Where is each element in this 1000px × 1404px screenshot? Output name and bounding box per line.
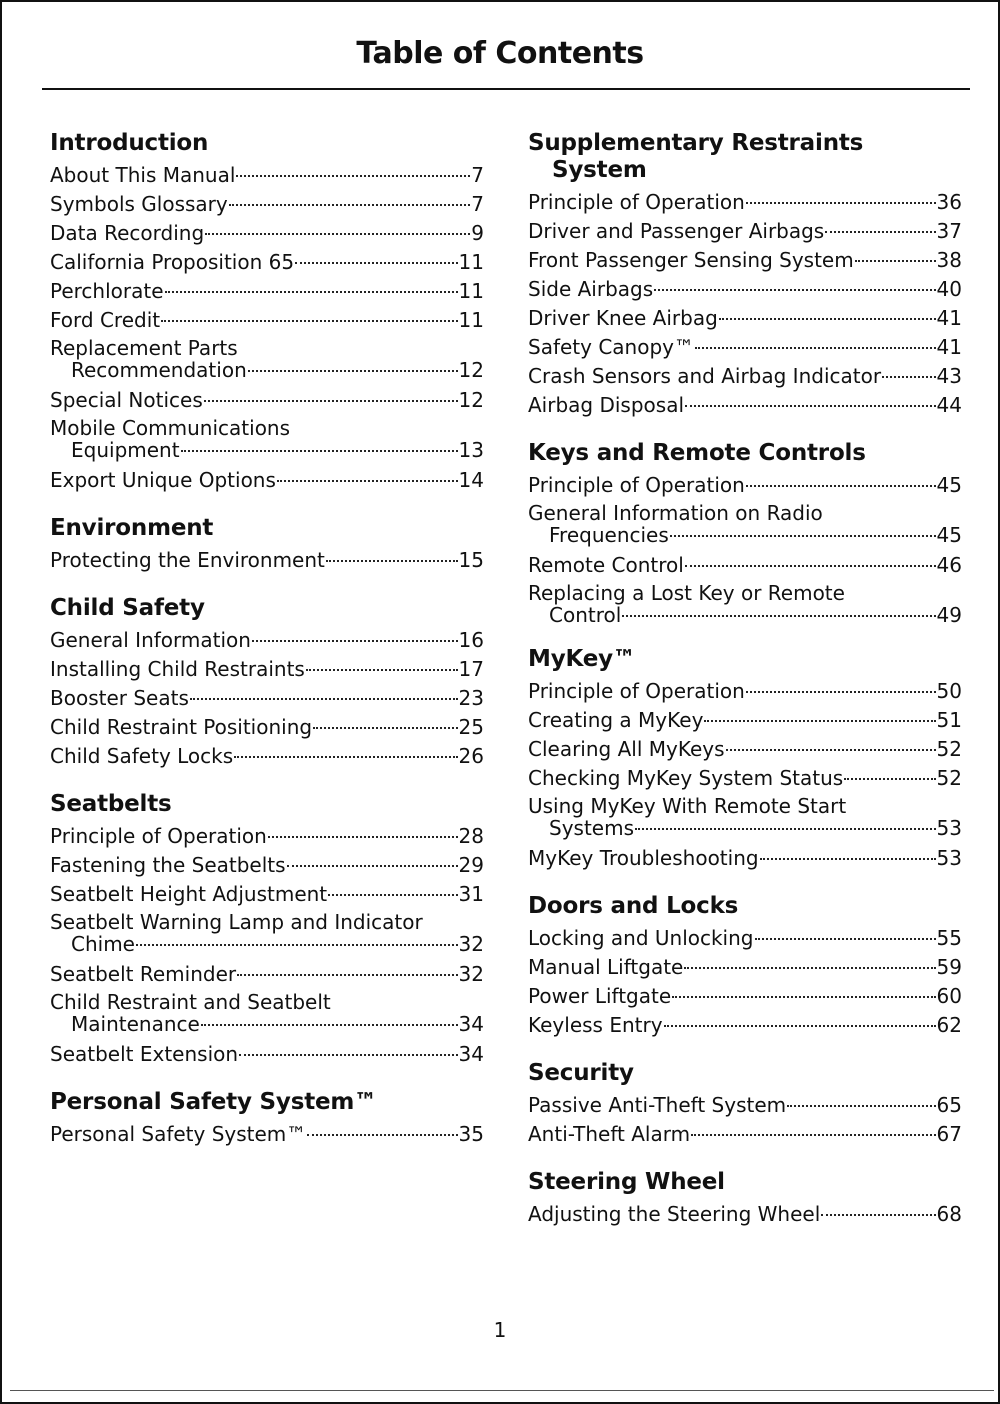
dot-leader [726,749,936,751]
toc-entry[interactable] [528,982,962,1011]
section-heading [528,1060,962,1087]
entry-row [50,439,484,461]
dot-leader [704,720,935,722]
dot-leader [287,865,458,867]
toc-entry[interactable] [50,386,484,415]
entry-title: Manual Liftgate [528,955,684,979]
toc-entry[interactable] [50,417,484,461]
entry-title: About This Manual [50,163,236,187]
toc-section [50,130,484,495]
dot-leader [685,565,936,567]
entry-page-number: 67 [936,1122,962,1146]
section-heading [50,595,484,622]
section-heading-text: Doors and Locks [528,893,739,919]
toc-entry[interactable] [50,277,484,306]
dot-leader [165,291,458,293]
entry-title: Checking MyKey System Status [528,766,844,790]
dot-leader [622,615,935,617]
section-heading [528,646,962,673]
section-heading-text: Introduction [50,130,209,156]
dot-leader [236,175,470,177]
toc-entry[interactable] [528,246,962,275]
toc-entry[interactable] [50,911,484,955]
entry-title: Child Safety Locks [50,744,234,768]
entry-row [528,706,962,735]
entry-page-number: 15 [458,548,484,572]
entry-page-number: 38 [936,248,962,272]
dot-leader [664,1025,936,1027]
toc-entry[interactable] [50,713,484,742]
dot-leader [844,778,935,780]
entry-page-number: 11 [458,279,484,303]
dot-leader [746,691,936,693]
toc-entry[interactable] [50,880,484,909]
entry-page-number: 41 [936,335,962,359]
entry-title-line: Replacement Parts [50,336,238,360]
section-heading [50,791,484,818]
toc-entry[interactable] [528,188,962,217]
entry-title: Personal Safety System™ [50,1122,307,1146]
entry-title: Front Passenger Sensing System [528,248,854,272]
entry-title: Driver Knee Airbag [528,306,718,330]
entry-title: Installing Child Restraints [50,657,305,681]
toc-entry[interactable] [50,248,484,277]
dot-leader [755,938,936,940]
entry-page-number: 53 [936,816,962,840]
entry-row [528,982,962,1011]
entry-row [528,735,962,764]
entry-page-number: 53 [936,846,962,870]
dot-leader [201,1024,458,1026]
entry-row [528,1011,962,1040]
dot-leader [746,485,936,487]
dot-leader [268,836,458,838]
toc-entry[interactable] [50,822,484,851]
entry-row [528,764,962,793]
entry-page-number: 32 [458,932,484,956]
entry-title: Driver and Passenger Airbags [528,219,825,243]
section-heading-text: MyKey™ [528,646,636,672]
entry-row [50,960,484,989]
entry-page-number: 55 [936,926,962,950]
entry-title: Locking and Unlocking [528,926,754,950]
entry-row [528,188,962,217]
toc-entry[interactable] [528,1120,962,1149]
section-heading-text: Security [528,1060,634,1086]
entry-page-number: 23 [458,686,484,710]
toc-entry[interactable] [50,626,484,655]
entry-row [528,304,962,333]
entry-row [50,386,484,415]
entry-title-line: General Information on Radio [528,501,823,525]
entry-title-line: Using MyKey With Remote Start [528,794,847,818]
toc-section [528,440,962,626]
entry-title: Airbag Disposal [528,393,685,417]
entry-page-number: 7 [471,192,484,216]
dot-leader [237,974,457,976]
entry-page-number: 68 [936,1202,962,1226]
section-heading-text: Seatbelts [50,791,172,817]
section-heading [528,440,962,467]
dot-leader [670,535,936,537]
dot-leader [252,640,458,642]
dot-leader [882,376,935,378]
entry-row [50,655,484,684]
dot-leader [306,669,458,671]
toc-entry[interactable] [50,742,484,771]
entry-row [50,546,484,575]
entry-page-number: 36 [936,190,962,214]
entry-title: Recommendation [71,358,247,382]
entry-title: Control [549,603,622,627]
entry-title: General Information [50,628,251,652]
entry-title: Crash Sensors and Airbag Indicator [528,364,882,388]
entry-row [50,822,484,851]
entry-row [528,391,962,420]
section-heading [50,130,484,157]
entry-row [50,161,484,190]
dot-leader [635,828,936,830]
toc-entry[interactable] [528,502,962,546]
toc-entry[interactable] [528,795,962,839]
entry-page-number: 26 [458,744,484,768]
dot-leader [136,944,458,946]
entry-title: California Proposition 65 [50,250,295,274]
entry-title: Anti-Theft Alarm [528,1122,691,1146]
entry-row [528,524,962,546]
toc-entry[interactable] [528,735,962,764]
dot-leader [855,260,936,262]
entry-page-number: 49 [936,603,962,627]
section-heading-text: Steering Wheel [528,1169,725,1195]
entry-title: Special Notices [50,388,203,412]
toc-section [50,515,484,575]
entry-title: Perchlorate [50,279,164,303]
toc-entry[interactable] [528,924,962,953]
entry-page-number: 41 [936,306,962,330]
entry-row [528,1200,962,1229]
entry-page-number: 46 [936,553,962,577]
entry-row [528,217,962,246]
toc-entry[interactable] [50,546,484,575]
entry-title: Systems [549,816,634,840]
entry-page-number: 40 [936,277,962,301]
toc-entry[interactable] [50,960,484,989]
entry-page-number: 45 [936,523,962,547]
toc-entry[interactable] [528,471,962,500]
entry-page-number: 11 [458,250,484,274]
entry-title: Seatbelt Extension [50,1042,239,1066]
entry-page-number: 37 [936,219,962,243]
toc-entry[interactable] [528,1011,962,1040]
dot-leader [205,233,470,235]
entry-page-number: 52 [936,766,962,790]
entry-row [50,190,484,219]
section-heading [528,130,962,184]
entry-title: Principle of Operation [50,824,267,848]
entry-page-number: 32 [458,962,484,986]
entry-page-number: 16 [458,628,484,652]
entry-title-line: Child Restraint and Seatbelt [50,990,331,1014]
dot-leader [746,202,936,204]
entry-title: Frequencies [549,523,669,547]
section-heading [528,893,962,920]
entry-title: Passive Anti-Theft System [528,1093,787,1117]
entry-title: Creating a MyKey [528,708,704,732]
toc-section [528,646,962,873]
entry-title: Seatbelt Height Adjustment [50,882,328,906]
entry-row [50,277,484,306]
entry-page-number: 35 [458,1122,484,1146]
entry-title: Principle of Operation [528,473,745,497]
toc-section [528,1169,962,1229]
entry-page-number: 7 [471,163,484,187]
section-heading-text: Child Safety [50,595,205,621]
toc-entry[interactable] [50,306,484,335]
section-heading [50,1089,484,1116]
dot-leader [654,289,935,291]
entry-page-number: 51 [936,708,962,732]
dot-leader [239,1054,458,1056]
toc-entry[interactable] [528,953,962,982]
entry-title: Remote Control [528,553,684,577]
toc-entry[interactable] [50,219,484,248]
entry-row [528,275,962,304]
entry-title: Symbols Glossary [50,192,228,216]
entry-row [528,246,962,275]
entry-page-number: 11 [458,308,484,332]
entry-row [50,933,484,955]
entry-row [50,306,484,335]
entry-row [50,851,484,880]
entry-row [528,471,962,500]
entry-row [50,466,484,495]
entry-title: Maintenance [71,1012,200,1036]
toc-section [50,791,484,1069]
dot-leader [161,320,457,322]
entry-row [528,551,962,580]
entry-row [528,604,962,626]
toc-section [528,130,962,420]
entry-page-number: 14 [458,468,484,492]
toc-section [528,893,962,1040]
section-heading-continued: System [552,157,647,183]
entry-title: Protecting the Environment [50,548,325,572]
entry-page-number: 9 [471,221,484,245]
entry-page-number: 50 [936,679,962,703]
section-heading-text: Environment [50,515,214,541]
entry-title: Chime [71,932,135,956]
toc-entry[interactable] [50,190,484,219]
dot-leader [719,318,936,320]
dot-leader [204,400,458,402]
dot-leader [229,204,471,206]
toc-entry[interactable] [528,1091,962,1120]
entry-title: Export Unique Options [50,468,276,492]
entry-title: Keyless Entry [528,1013,663,1037]
toc-entry[interactable] [528,275,962,304]
section-heading-text: Keys and Remote Controls [528,440,866,466]
dot-leader [248,370,458,372]
entry-page-number: 12 [458,388,484,412]
entry-row [50,626,484,655]
toc-section [50,1089,484,1149]
entry-page-number: 13 [458,438,484,462]
entry-title: Principle of Operation [528,679,745,703]
entry-title-line: Seatbelt Warning Lamp and Indicator [50,910,423,934]
dot-leader [277,480,458,482]
section-heading [528,1169,962,1196]
entry-page-number: 65 [936,1093,962,1117]
toc-entry[interactable] [528,333,962,362]
entry-row [50,359,484,381]
dot-leader [760,858,936,860]
entry-row [528,1091,962,1120]
entry-row [528,362,962,391]
entry-row [50,742,484,771]
toc-entry[interactable] [50,684,484,713]
toc-section [528,1060,962,1149]
entry-row [50,1120,484,1149]
entry-page-number: 60 [936,984,962,1008]
dot-leader [684,967,935,969]
toc-section [50,595,484,771]
dot-leader [787,1105,935,1107]
section-heading [50,515,484,542]
entry-page-number: 62 [936,1013,962,1037]
toc-entry[interactable] [528,706,962,735]
entry-title: Child Restraint Positioning [50,715,313,739]
toc-entry[interactable] [528,1200,962,1229]
entry-title-line: Replacing a Lost Key or Remote [528,581,845,605]
section-heading-text: Supplementary Restraints [528,130,864,156]
dot-leader [234,756,457,758]
entry-title: Data Recording [50,221,205,245]
dot-leader [190,698,458,700]
toc-entry[interactable] [50,466,484,495]
entry-row [528,953,962,982]
entry-page-number: 29 [458,853,484,877]
entry-page-number: 44 [936,393,962,417]
entry-title: Equipment [71,438,180,462]
toc-column-right [528,130,962,1249]
toc-entry[interactable] [50,991,484,1035]
toc-column-left [50,130,484,1169]
page-title: Table of Contents [356,36,644,71]
entry-row [50,1040,484,1069]
entry-row [528,844,962,873]
entry-page-number: 31 [458,882,484,906]
dot-leader [672,996,935,998]
entry-page-number: 52 [936,737,962,761]
page-number: 1 [493,1318,507,1342]
entry-page-number: 34 [458,1012,484,1036]
entry-title: Booster Seats [50,686,189,710]
toc-entry[interactable] [528,551,962,580]
entry-page-number: 17 [458,657,484,681]
footer-divider [10,1390,994,1391]
entry-page-number: 34 [458,1042,484,1066]
entry-title: Side Airbags [528,277,654,301]
entry-title: Power Liftgate [528,984,672,1008]
toc-entry[interactable] [528,217,962,246]
dot-leader [825,231,935,233]
entry-title: Adjusting the Steering Wheel [528,1202,821,1226]
toc-entry[interactable] [528,362,962,391]
dot-leader [313,727,457,729]
entry-row [528,333,962,362]
toc-entry[interactable] [50,851,484,880]
entry-title: Ford Credit [50,308,161,332]
entry-title: Principle of Operation [528,190,745,214]
toc-entry[interactable] [50,161,484,190]
entry-title: Clearing All MyKeys [528,737,725,761]
entry-row [50,880,484,909]
dot-leader [685,405,936,407]
entry-page-number: 45 [936,473,962,497]
entry-title: Seatbelt Reminder [50,962,237,986]
dot-leader [181,450,458,452]
entry-row [528,924,962,953]
section-heading-text: Personal Safety System™ [50,1089,377,1115]
toc-entry[interactable] [50,655,484,684]
dot-leader [295,262,457,264]
toc-entry[interactable] [528,391,962,420]
toc-entry[interactable] [528,764,962,793]
entry-row [528,817,962,839]
toc-entry[interactable] [528,677,962,706]
toc-entry[interactable] [50,1040,484,1069]
entry-row [50,713,484,742]
entry-page-number: 25 [458,715,484,739]
entry-title: Fastening the Seatbelts [50,853,286,877]
entry-row [50,1013,484,1035]
entry-page-number: 59 [936,955,962,979]
entry-row [50,248,484,277]
toc-entry[interactable] [50,337,484,381]
dot-leader [328,894,457,896]
entry-title: MyKey Troubleshooting [528,846,759,870]
title-divider [42,88,970,90]
toc-entry[interactable] [528,582,962,626]
dot-leader [307,1134,457,1136]
toc-entry[interactable] [528,304,962,333]
entry-page-number: 43 [936,364,962,388]
entry-page-number: 28 [458,824,484,848]
dot-leader [695,347,936,349]
dot-leader [326,560,458,562]
entry-row [528,1120,962,1149]
entry-title-line: Mobile Communications [50,416,291,440]
dot-leader [691,1134,935,1136]
entry-row [50,684,484,713]
entry-page-number: 12 [458,358,484,382]
toc-entry[interactable] [528,844,962,873]
entry-row [50,219,484,248]
toc-entry[interactable] [50,1120,484,1149]
dot-leader [821,1214,935,1216]
entry-row [528,677,962,706]
entry-title: Safety Canopy™ [528,335,694,359]
